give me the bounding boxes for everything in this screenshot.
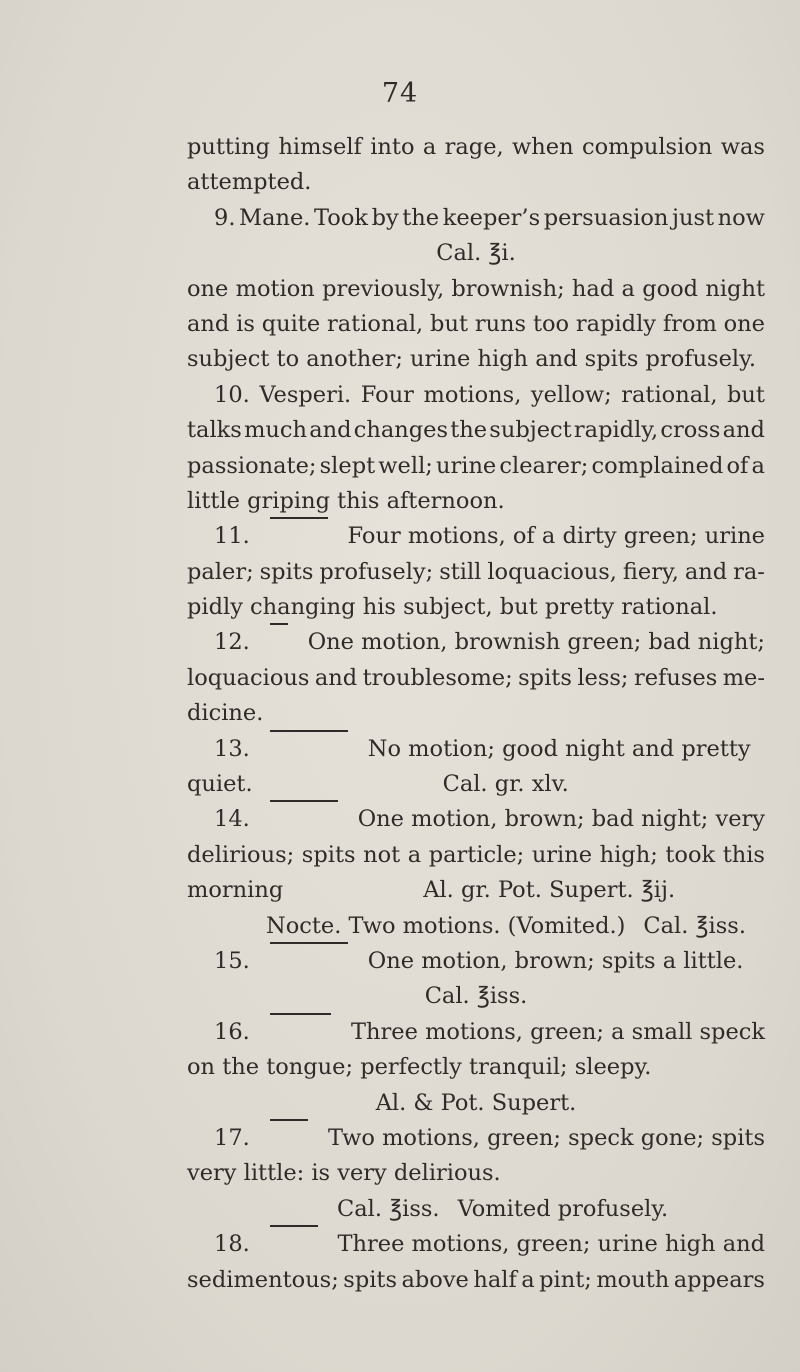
text-line: loquacious and troublesome; spits less; refuses me- — [187, 664, 765, 691]
text-line: on the tongue; perfectly tranquil; sleepy. — [187, 1054, 652, 1081]
ditto-dash — [270, 1119, 308, 1154]
entry-17: 17. Two motions, green; speck gone; spits — [187, 1121, 765, 1156]
prescription-line: Cal. ℥iss. — [424, 983, 528, 1010]
prescription-line: Cal. ℥iss. Vomited profusely. — [187, 1192, 765, 1227]
text-line: putting himself into a rage, when compulsion was — [187, 134, 765, 160]
ditto-dash — [270, 623, 288, 658]
text-line: quiet. Cal. gr. xlv. — [187, 767, 765, 802]
prescription-line: Cal. ℥i. — [436, 240, 516, 267]
ditto-dash — [270, 730, 348, 765]
entry-16: 16. Three motions, green; a small speck — [187, 1015, 765, 1050]
ditto-dash — [270, 1225, 318, 1260]
prescription: Cal. ℥iss. — [337, 1195, 440, 1222]
ditto-dash — [270, 1013, 331, 1048]
entry-number: 11. — [214, 523, 250, 550]
entry-12: 12. One motion, brownish green; bad night; — [187, 625, 765, 660]
prescription: Al. gr. Pot. Supert. ℥ij. — [423, 877, 676, 904]
text-line: one motion previously, brownish; had a good night — [187, 275, 765, 302]
prescription-line: Al. & Pot. Supert. — [375, 1089, 577, 1116]
text-line: passionate; slept well; urine clearer; complained of a — [187, 452, 765, 479]
ditto-dash — [270, 517, 328, 552]
ditto-dash — [270, 942, 348, 977]
entry-number: 15. — [214, 947, 250, 974]
text-line: subject to another; urine high and spits profusely. — [187, 346, 756, 373]
entry-11: 11. Four motions, of a dirty green; urine — [187, 519, 765, 554]
text-line: little griping this afternoon. — [187, 487, 505, 514]
page-number: 74 — [381, 78, 419, 109]
entry-number: 14. — [214, 806, 250, 833]
text-line: talks much and changes the subject rapidly, cross and — [187, 417, 765, 444]
entry-18: 18. Three motions, green; urine high and — [187, 1227, 765, 1262]
text-line: and is quite rational, but runs too rapidly from one — [187, 310, 765, 337]
text-line: delirious; spits not a particle; urine high; took this — [187, 841, 765, 868]
clinical-notes — [187, 130, 765, 1298]
text-line: sedimentous; spits above half a pint; mouth appears — [187, 1266, 765, 1293]
ditto-dash — [270, 800, 338, 835]
entry-number: 17. — [214, 1124, 250, 1151]
entry-number: 13. — [214, 735, 250, 762]
entry-10: 10. Vesperi. Four motions, yellow; rational, but — [214, 381, 765, 408]
text-line: morning Al. gr. Pot. Supert. ℥ij. — [187, 873, 765, 908]
prescription: Cal. ℥iss. — [643, 912, 746, 939]
nocte-line: Nocte. Two motions. (Vomited.) Cal. ℥iss. — [187, 909, 765, 944]
text-line: pidly changing his subject, but pretty rational. — [187, 594, 718, 621]
text-line: paler; spits profusely; still loquacious, fiery, and ra- — [187, 558, 765, 585]
prescription: Cal. gr. xlv. — [442, 771, 569, 798]
text-line: dicine. — [187, 700, 264, 727]
entry-14: 14. One motion, brown; bad night; very — [187, 802, 765, 837]
entry-number: 18. — [214, 1231, 250, 1258]
entry-13: 13. No motion; good night and pretty — [187, 732, 765, 767]
entry-number: 12. — [214, 629, 250, 656]
entry-15: 15. One motion, brown; spits a little. — [187, 944, 765, 979]
text-line: attempted. — [187, 169, 312, 196]
text-line: very little: is very delirious. — [187, 1160, 501, 1187]
entry-9: 9. Mane. Took by the keeper’s persuasion just now — [214, 204, 765, 231]
entry-number: 16. — [214, 1018, 250, 1045]
